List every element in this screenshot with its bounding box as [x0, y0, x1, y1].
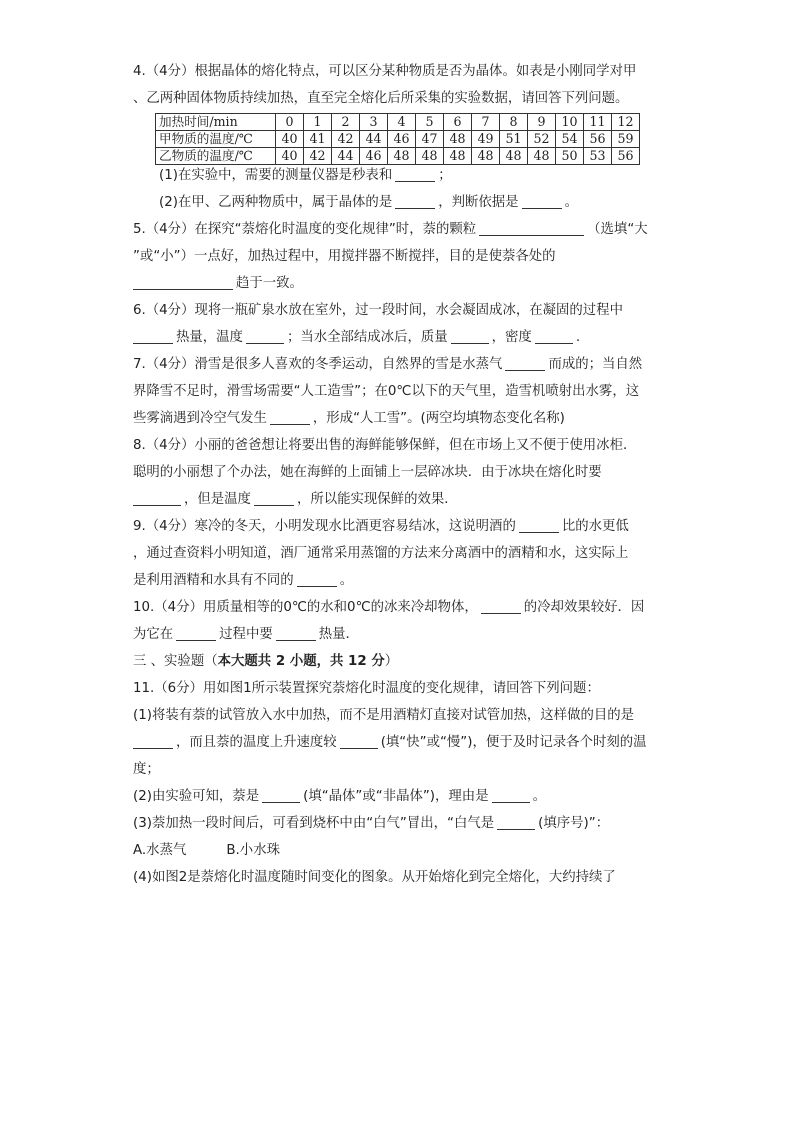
q5-line-3	[133, 270, 661, 297]
table-cell: 4	[388, 114, 416, 131]
q11-line-6	[133, 810, 661, 837]
answer-blank[interactable]	[270, 408, 310, 425]
q4-line-2: 、乙两种固体物质持续加热，直至完全熔化后所采集的实验数据，请回答下列问题。	[133, 91, 629, 106]
table-row-time	[156, 114, 640, 131]
q5-line-1	[133, 216, 661, 243]
table-cell: 50	[556, 148, 584, 165]
q9-text-3: 是利用酒精和水具有不同的	[133, 573, 294, 588]
answer-blank[interactable]	[246, 327, 284, 344]
q10-line-1	[133, 594, 661, 621]
exam-content	[133, 58, 661, 891]
q4-sub-1-text: (1)在实验中，需要的测量仪器是秒表和	[159, 168, 393, 183]
row-label: 甲物质的温度/℃	[156, 131, 276, 148]
table-cell: 44	[360, 131, 388, 148]
table-cell: 59	[612, 131, 640, 148]
table-cell: 48	[500, 148, 528, 165]
table-cell: 40	[276, 131, 304, 148]
option-a: A.水蒸气	[133, 843, 187, 858]
table-cell: 0	[276, 114, 304, 131]
section-3-heading	[133, 648, 661, 675]
q10-text: 10.（4分）用质量相等的0℃的水和0℃的冰来冷却物体，	[133, 600, 478, 615]
q10-text-a: 为它在	[133, 627, 174, 642]
q11-text-6b: (填序号)”：	[538, 816, 610, 831]
option-b: B.小水珠	[226, 843, 280, 858]
q9-text: 9.（4分）寒冷的冬天，小明发现水比酒更容易结冰，这说明酒的	[133, 519, 516, 534]
table-cell: 48	[388, 148, 416, 165]
q11-line-5	[133, 783, 661, 810]
answer-blank[interactable]	[276, 624, 316, 641]
row-label: 加热时间/min	[156, 114, 276, 131]
answer-blank[interactable]	[492, 786, 530, 803]
q11-line-2: (1)将装有萘的试管放入水中加热，而不是用酒精灯直接对试管加热，这样做的目的是	[133, 708, 635, 723]
q11-line-8: (4)如图2是萘熔化时温度随时间变化的图象。从开始熔化到完全熔化，大约持续了	[133, 870, 616, 885]
q4-line-1: 4.（4分）根据晶体的熔化特点，可以区分某种物质是否为晶体。如表是小刚同学对甲	[133, 64, 637, 79]
q4-sub-2-text: (2)在甲、乙两种物质中，属于晶体的是	[159, 195, 393, 210]
q11-line-1: 11.（6分）用如图1所示装置探究萘熔化时温度的变化规律，请回答下列问题：	[133, 681, 600, 696]
table-cell: 56	[584, 131, 612, 148]
answer-blank[interactable]	[395, 165, 435, 182]
q6-line-1: 6.（4分）现将一瓶矿泉水放在室外，过一段时间，水会凝固成冰，在凝固的过程中	[133, 303, 623, 318]
q7-line-2: 界降雪不足时，滑雪场需要“人工造雪”；在0℃以下的天气里，造雪机喷射出水雾，这	[133, 384, 640, 399]
table-cell: 48	[444, 148, 472, 165]
table-cell: 42	[332, 131, 360, 148]
q6-line-2	[133, 324, 661, 351]
answer-blank[interactable]	[176, 624, 216, 641]
answer-blank[interactable]	[297, 570, 337, 587]
q6-text-b: ；当水全部结成冰后，质量	[286, 330, 448, 345]
q9-line-2: ，通过查资料小明知道，酒厂通常采用蒸馏的方法来分离酒中的酒精和水，这实际上	[133, 546, 629, 561]
q7-line-3	[133, 405, 661, 432]
punct: 。	[339, 573, 354, 588]
q4-sub-2-text-mid: ，判断依据是	[438, 195, 519, 210]
q11-line-4: 度；	[133, 762, 160, 777]
section-info: 本大题共 2 小题，共 12 分	[217, 654, 385, 669]
punct: .	[575, 330, 581, 345]
q11-text-5a: (2)由实验可知，萘是	[133, 789, 260, 804]
table-cell: 49	[472, 131, 500, 148]
q11-line-3	[133, 729, 661, 756]
q9-line-3	[133, 567, 661, 594]
answer-blank[interactable]	[535, 327, 573, 344]
answer-blank[interactable]	[133, 489, 181, 506]
table-cell: 3	[360, 114, 388, 131]
table-row-substance-a	[156, 131, 640, 148]
q8-line-2: 聪明的小丽想了个办法，她在海鲜的上面铺上一层碎冰块．由于冰块在熔化时要	[133, 465, 602, 480]
table-cell: 48	[444, 131, 472, 148]
q11-text-5b: (填“晶体”或“非晶体”)，理由是	[303, 789, 489, 804]
table-cell: 54	[556, 131, 584, 148]
answer-blank[interactable]	[254, 489, 294, 506]
q8-line-3	[133, 486, 661, 513]
q5-line-2: ”或“小”）一点好，加热过程中，用搅拌器不断搅拌，目的是使萘各处的	[133, 249, 556, 264]
q4-sub-2	[133, 189, 661, 216]
table-cell: 12	[612, 114, 640, 131]
q7-text-3: 些雾滴遇到冷空气发生	[133, 411, 267, 426]
table-cell: 47	[416, 131, 444, 148]
answer-blank[interactable]	[133, 273, 233, 290]
table-cell: 52	[528, 131, 556, 148]
q4-data-table	[155, 113, 640, 165]
table-cell: 2	[332, 114, 360, 131]
q9-text-post: 比的水更低	[561, 519, 629, 534]
q4-sub-1	[133, 165, 661, 189]
punct: ；	[438, 168, 452, 183]
answer-blank[interactable]	[133, 327, 173, 344]
q8-text-b: ，所以能实现保鲜的效果．	[296, 492, 458, 507]
punct: 。	[532, 789, 546, 804]
section-suffix: ）	[384, 654, 399, 669]
table-cell: 48	[472, 148, 500, 165]
table-cell: 41	[304, 131, 332, 148]
table-cell: 51	[500, 131, 528, 148]
q10-text-b: 过程中要	[219, 627, 273, 642]
answer-blank[interactable]	[133, 732, 173, 749]
table-cell: 5	[416, 114, 444, 131]
q11-text-3b: (填“快”或“慢”)，便于及时记录各个时刻的温	[380, 735, 647, 750]
q8-line-1: 8.（4分）小丽的爸爸想让将要出售的海鲜能够保鲜，但在市场上又不便于使用冰柜．	[133, 438, 637, 453]
q7-text-3-post: ，形成“人工雪”。(两空均填物态变化名称)	[312, 411, 565, 426]
table-cell: 46	[388, 131, 416, 148]
table-cell: 8	[500, 114, 528, 131]
table-cell: 48	[528, 148, 556, 165]
answer-blank[interactable]	[522, 192, 562, 209]
punct: 。	[564, 195, 578, 210]
q5-text-post: （选填“大	[587, 222, 648, 237]
answer-blank[interactable]	[262, 786, 300, 803]
q5-text: 5.（4分）在探究“萘熔化时温度的变化规律”时，萘的颗粒	[133, 222, 477, 237]
table-cell: 10	[556, 114, 584, 131]
table-cell: 40	[276, 148, 304, 165]
q10-text-c: 热量．	[318, 627, 359, 642]
q11-text-6a: (3)萘加热一段时间后，可看到烧杯中由“白气”冒出，“白气是	[133, 816, 495, 831]
answer-blank[interactable]	[497, 813, 535, 830]
answer-blank[interactable]	[451, 327, 489, 344]
table-cell: 7	[472, 114, 500, 131]
q5-text-end: 趋于一致。	[236, 276, 303, 291]
q8-text-a: ，但是温度	[184, 492, 251, 507]
answer-blank[interactable]	[395, 192, 435, 209]
answer-blank[interactable]	[340, 732, 378, 749]
answer-blank[interactable]	[481, 597, 521, 614]
table-cell: 9	[528, 114, 556, 131]
table-cell: 1	[304, 114, 332, 131]
answer-blank[interactable]	[505, 354, 545, 371]
q7-text-post: 而成的；当自然	[548, 357, 643, 372]
q6-text-c: ，密度	[491, 330, 532, 345]
q11-text-3a: ，而且萘的温度上升速度较	[176, 735, 337, 750]
section-prefix: 三 、实验题（	[133, 654, 218, 669]
table-cell: 11	[584, 114, 612, 131]
q9-line-1	[133, 513, 661, 540]
q6-text-a: 热量，温度	[176, 330, 243, 345]
table-cell: 46	[360, 148, 388, 165]
q10-line-2	[133, 621, 661, 648]
table-cell: 56	[612, 148, 640, 165]
table-row-substance-b	[156, 148, 640, 165]
table-cell: 44	[332, 148, 360, 165]
q10-text-post: 的冷却效果较好．因	[523, 600, 645, 615]
row-label: 乙物质的温度/℃	[156, 148, 276, 165]
table-cell: 53	[584, 148, 612, 165]
answer-blank[interactable]	[479, 219, 584, 236]
q7-line-1	[133, 351, 661, 378]
table-cell: 42	[304, 148, 332, 165]
q11-options	[133, 837, 661, 864]
answer-blank[interactable]	[519, 516, 559, 533]
table-cell: 6	[444, 114, 472, 131]
q7-text: 7.（4分）滑雪是很多人喜欢的冬季运动，自然界的雪是水蒸气	[133, 357, 503, 372]
table-cell: 48	[416, 148, 444, 165]
